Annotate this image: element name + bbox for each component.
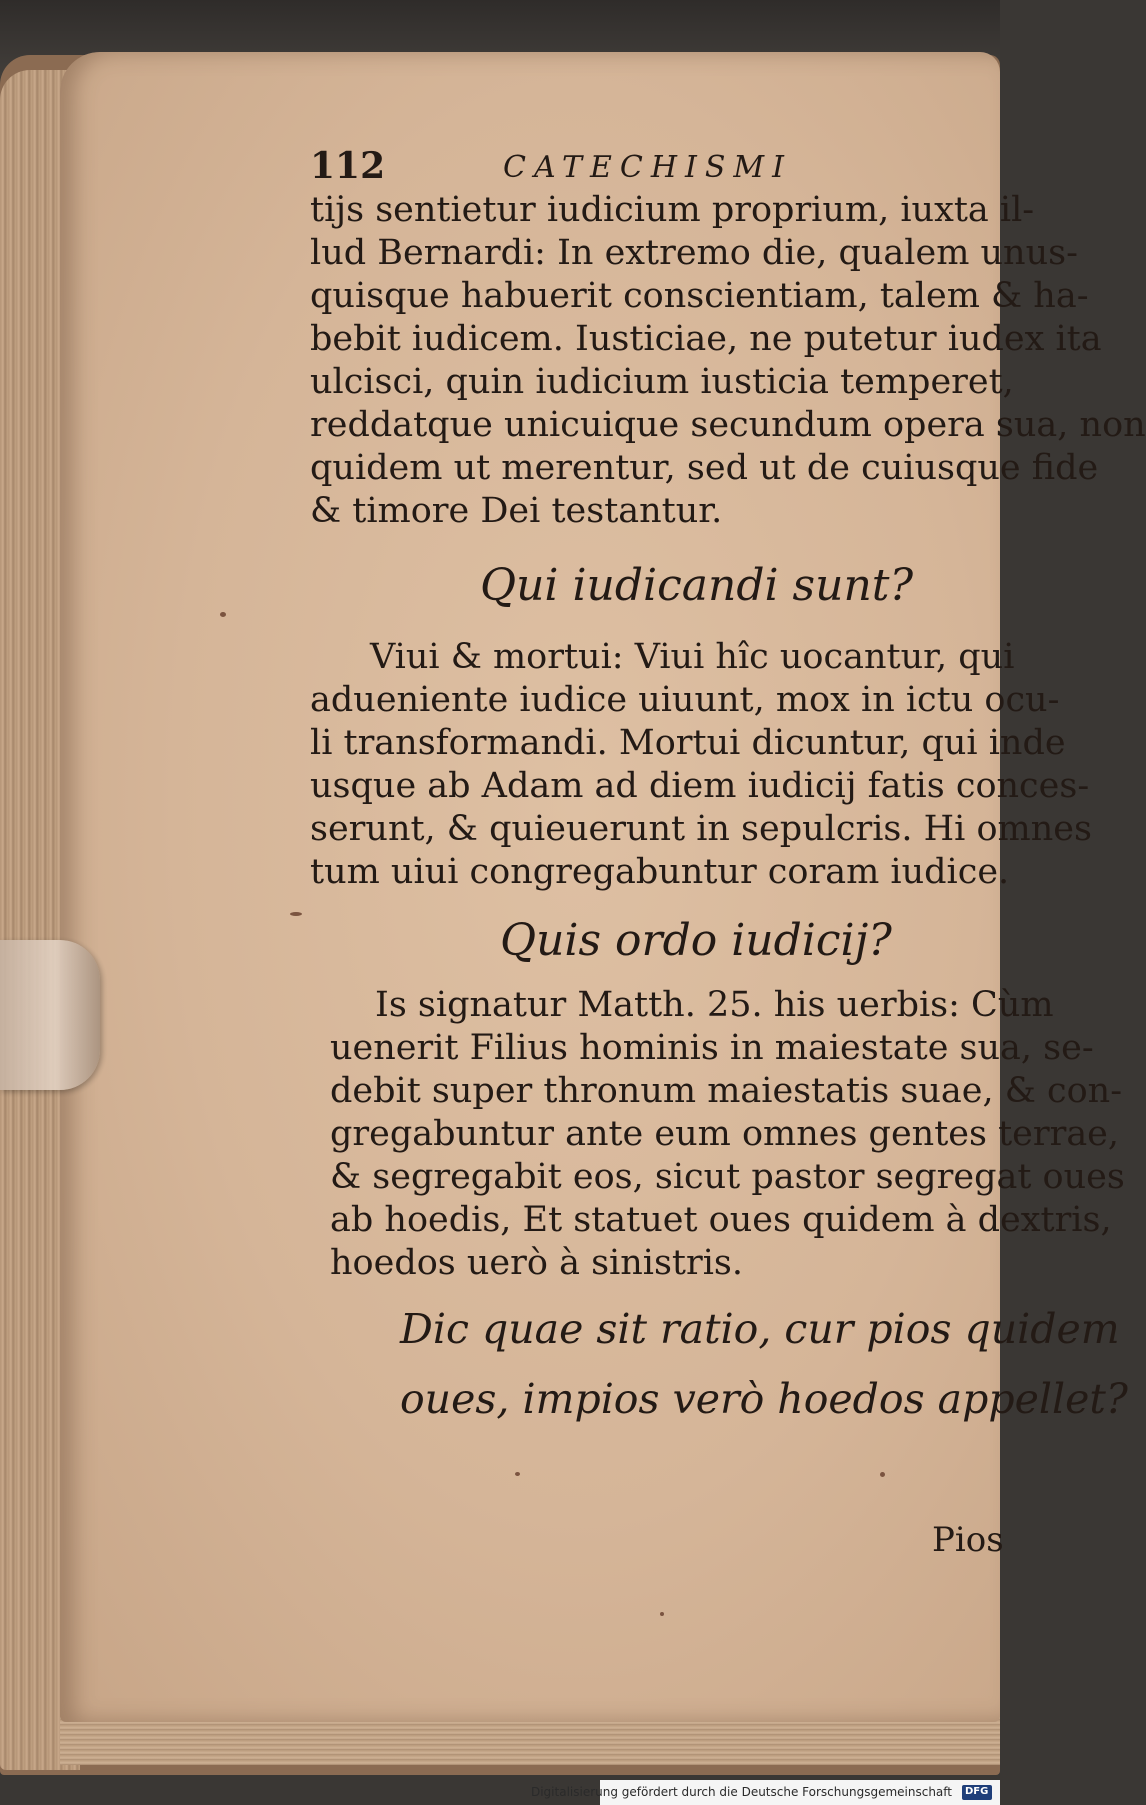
dfg-logo-text: DFG (965, 1786, 989, 1797)
text-line: ulcisci, quin iudicium iusticia temperet, (310, 362, 1014, 402)
text-line: quisque habuerit conscientiam, talem & ha- (310, 276, 1089, 316)
text-line: hoedos uerò à sinistris. (330, 1243, 743, 1283)
question-heading: Dic quae sit ratio, cur pios quidem (400, 1305, 1120, 1353)
text-line: & segregabit eos, sicut pastor segregat oues (330, 1157, 1125, 1197)
running-title: CATECHISMI (503, 150, 792, 185)
text-line: debit super thronum maiestatis suae, & con- (330, 1071, 1123, 1111)
text-line: uenerit Filius hominis in maiestate sua, se- (330, 1028, 1094, 1068)
question-heading: oues, impios verò hoedos appellet? (400, 1375, 1128, 1423)
dfg-logo-icon (962, 1785, 992, 1800)
text-line: reddatque unicuique secundum opera sua, non (310, 405, 1146, 445)
text-line: serunt, & quieuerunt in sepulcris. Hi omnes (310, 809, 1092, 849)
text-line: & timore Dei testantur. (310, 491, 723, 531)
text-line: Is signatur Matth. 25. his uerbis: Cùm (375, 985, 1054, 1025)
text-line: gregabuntur ante eum omnes gentes terrae, (330, 1114, 1120, 1154)
catchword: Pios (932, 1520, 1004, 1560)
text-line: usque ab Adam ad diem iudicij fatis conces- (310, 766, 1090, 806)
footer-credit: Digitalisierung gefördert durch die Deutsche Forschungsgemeinschaft (530, 1785, 952, 1799)
text-line: tum uiui congregabuntur coram iudice. (310, 852, 1010, 892)
text-line: quidem ut merentur, sed ut de cuiusque fide (310, 448, 1099, 488)
text-line: tijs sentietur iudicium proprium, iuxta il- (310, 190, 1035, 230)
text-line: adueniente iudice uiuunt, mox in ictu ocu- (310, 680, 1060, 720)
text-line: bebit iudicem. Iusticiae, ne putetur iudex ita (310, 319, 1102, 359)
text-line: lud Bernardi: In extremo die, qualem unus- (310, 233, 1078, 273)
section-heading: Quis ordo iudicij? (500, 915, 892, 966)
page-number: 112 (310, 145, 386, 187)
text-line: Viui & mortui: Viui hîc uocantur, qui (370, 637, 1015, 677)
text-line: li transformandi. Mortui dicuntur, qui inde (310, 723, 1066, 763)
text-line: ab hoedis, Et statuet oues quidem à dextris, (330, 1200, 1112, 1240)
section-heading: Qui iudicandi sunt? (480, 560, 914, 611)
footer-bar (530, 1780, 1000, 1805)
